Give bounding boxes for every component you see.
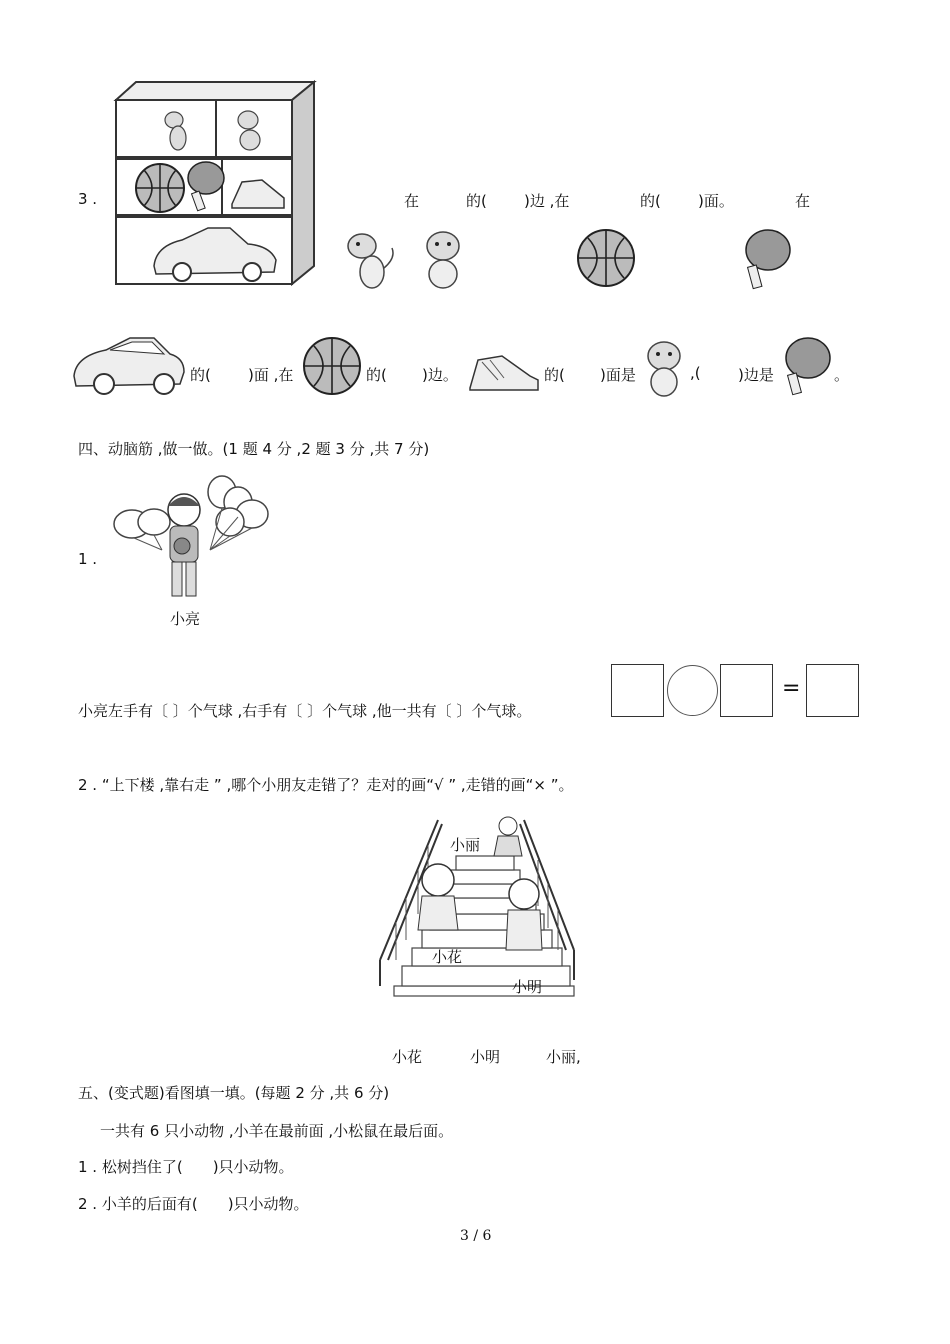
- stair-label-xiaoming: 小明: [512, 978, 543, 996]
- boy-caption: 小亮: [170, 610, 201, 628]
- operator-circle[interactable]: [667, 665, 718, 716]
- answer-box-3[interactable]: [806, 664, 859, 717]
- section4-title: 四、动脑筋 ,做一做。(1 题 4 分 ,2 题 3 分 ,共 7 分): [78, 440, 430, 458]
- s4-q1-sentence: 小亮左手有〔 〕个气球 ,右手有〔 〕个气球 ,他一共有〔 〕个气球。: [78, 702, 532, 720]
- ping-pong-paddle-icon: [740, 228, 792, 292]
- q3-l2-de-2: 的(: [366, 366, 387, 384]
- equals-sign: =: [782, 676, 801, 701]
- section5-intro: 一共有 6 只小动物 ,小羊在最前面 ,小松鼠在最后面。: [100, 1122, 454, 1140]
- section5-title: 五、(变式题)看图填一填。(每题 2 分 ,共 6 分): [78, 1084, 390, 1102]
- answer-label-xiaohua: 小花: [392, 1048, 423, 1066]
- shoe-icon: [468, 350, 540, 394]
- dog-icon: [342, 228, 400, 292]
- s4-q1-number: 1 .: [78, 550, 98, 568]
- answer-label-xiaoli: 小丽,: [546, 1048, 581, 1066]
- ping-pong-paddle-icon-2: [780, 336, 832, 398]
- stair-label-xiaohua: 小花: [432, 948, 463, 966]
- answer-label-xiaoming: 小明: [470, 1048, 501, 1066]
- q3-l2-bian-shi: )边是: [738, 366, 774, 384]
- section5-q1: 1 . 松树挡住了( )只小动物。: [78, 1158, 294, 1176]
- page-number: 3 / 6: [460, 1228, 492, 1244]
- q3-l2-mian-shi: )面是: [600, 366, 636, 384]
- q3-text-mian: )面。: [698, 192, 734, 210]
- q3-l2-de-3: 的(: [544, 366, 565, 384]
- answer-box-1[interactable]: [611, 664, 664, 717]
- stair-label-xiaoli: 小丽: [450, 836, 481, 854]
- q3-l2-mian-zai: )面 ,在: [248, 366, 294, 384]
- q3-text-zai-2: 在: [795, 192, 811, 210]
- boy-with-balloons-illustration: [110, 472, 272, 606]
- dog-sitting-icon: [418, 228, 468, 294]
- shelf-illustration: [112, 80, 318, 288]
- answer-box-2[interactable]: [720, 664, 773, 717]
- section5-q2: 2 . 小羊的后面有( )只小动物。: [78, 1195, 309, 1213]
- q3-text-de-1: 的(: [466, 192, 487, 210]
- q3-text-zai-1: 在: [404, 192, 420, 210]
- q3-text-bian-zai: )边 ,在: [524, 192, 570, 210]
- s4-q2-prompt: 2 . “上下楼 ,靠右走 ” ,哪个小朋友走错了？走对的画“√ ” ,走错的画“× ”。: [78, 776, 574, 794]
- q3-number: 3 .: [78, 190, 98, 208]
- q3-l2-de-1: 的(: [190, 366, 211, 384]
- car-icon: [70, 332, 188, 396]
- q3-l2-end: 。: [834, 366, 850, 384]
- q3-l2-paren: ,(: [690, 364, 701, 382]
- basketball-icon: [576, 228, 636, 288]
- q3-l2-bian: )边。: [422, 366, 458, 384]
- q3-text-de-2: 的(: [640, 192, 661, 210]
- basketball-icon-2: [302, 336, 362, 396]
- dog-sitting-icon-2: [640, 338, 688, 400]
